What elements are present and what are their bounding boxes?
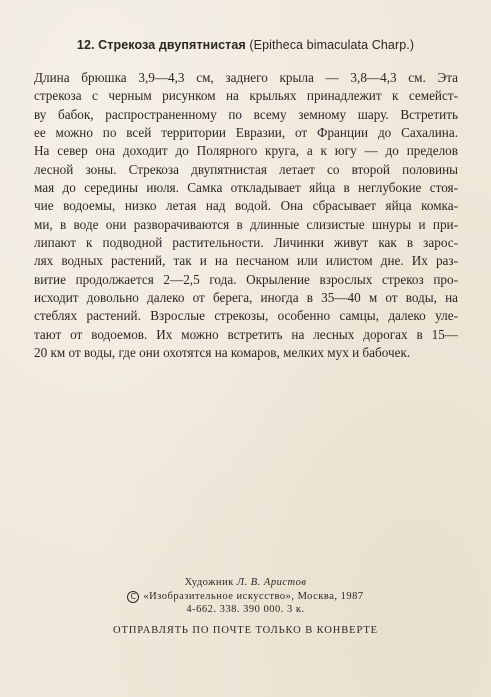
text-line: липают к подводной растительности. Личинки живут как в зарос- <box>34 235 458 251</box>
text-line: лесной зоны. Стрекоза двупятнистая летает со второй половины <box>34 161 458 177</box>
species-name-ru: Стрекоза двупятнистая <box>98 38 246 52</box>
text-line: стрекоза с черным рисунком на крыльях принадлежит к семейст- <box>34 88 458 104</box>
text-line: чие водоемы, низко летая над водой. Она сбрасывает яйца комка- <box>34 198 458 214</box>
text-line: тают от водоемов. Их можно встретить на лесных дорогах в 15— <box>34 326 458 342</box>
text-line: лях водных растений, так и на песчаном или илистом дне. Их раз- <box>34 253 458 269</box>
text-line: Длина брюшка 3,9—4,3 см, заднего крыла — 3,8—4,3 см. Эта <box>34 70 458 85</box>
text-line: стеблях растений. Взрослые стрекозы, особенно самцы, далеко уле- <box>34 308 458 324</box>
imprint-block <box>0 576 491 617</box>
text-line: ее можно по всей территории Евразии, от Франции до Сахалина. <box>34 125 458 141</box>
card-title <box>0 38 491 52</box>
artist-credit <box>0 576 491 590</box>
copyright-icon: C <box>127 591 139 603</box>
description-text <box>34 69 458 363</box>
print-code: 4-662. 338. 390 000. 3 к. <box>186 604 305 616</box>
text-line: На север она доходит до Полярного круга, а к югу — до пределов <box>34 143 458 159</box>
text-line: ми, в воде они разворачиваются в длинные слизистые шнуры и при- <box>34 216 458 232</box>
publisher-text: «Изобразительное искусство», Москва, 1987 <box>143 590 364 602</box>
text-line: витие продолжается 2—2,5 года. Окрыление взрослых стрекоз про- <box>34 271 458 287</box>
publisher-line <box>0 590 491 604</box>
text-line: исходит довольно далеко от берега, иногда в 35—40 м от воды, на <box>34 290 458 306</box>
text-line: мая до середины июля. Самка откладывает яйца в неглубокие стоя- <box>34 180 458 196</box>
card-number: 12. <box>76 38 95 52</box>
artist-name: Л. В. Аристов <box>236 577 307 588</box>
artist-label: Художник <box>184 577 234 588</box>
text-line: ву бабок, распространенному по всему земному шару. Встретить <box>34 106 458 122</box>
text-line: 20 км от воды, где они охотятся на комаров, мелких мух и бабочек. <box>34 345 411 361</box>
species-name-latin: (Epitheca bimaculata Charp.) <box>249 38 415 52</box>
mailing-notice: ОТПРАВЛЯТЬ ПО ПОЧТЕ ТОЛЬКО В КОНВЕРТЕ <box>113 625 378 636</box>
